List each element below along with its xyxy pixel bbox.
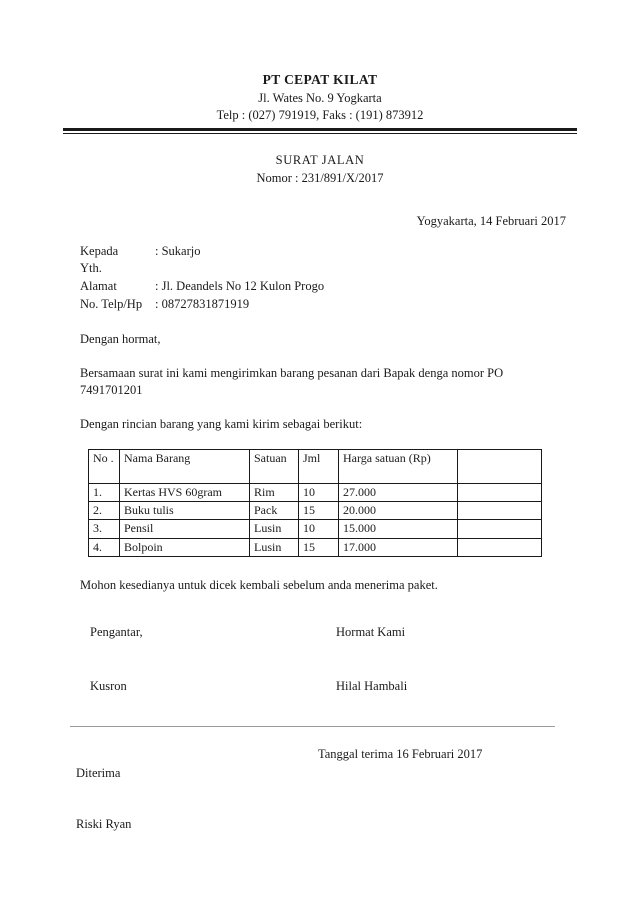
cell-price: 15.000 bbox=[339, 520, 458, 538]
receipt-date: Tanggal terima 16 Februari 2017 bbox=[318, 746, 483, 761]
cell-name: Pensil bbox=[120, 520, 250, 538]
salutation: Dengan hormat, bbox=[80, 331, 161, 346]
document-title: SURAT JALAN bbox=[275, 152, 365, 167]
cell-qty: 10 bbox=[299, 483, 339, 501]
cell-no: 2. bbox=[89, 501, 120, 519]
divider-thick-line bbox=[63, 128, 577, 131]
cell-blank bbox=[458, 483, 542, 501]
cell-qty: 10 bbox=[299, 520, 339, 538]
items-table-wrapper bbox=[0, 449, 640, 557]
recipient-value: : Sukarjo bbox=[155, 243, 201, 258]
table-intro-paragraph: Dengan rincian barang yang kami kirim sebagai berikut: bbox=[80, 417, 363, 432]
document-title-block bbox=[0, 153, 640, 186]
sender-name: Kusron bbox=[90, 678, 127, 693]
signature-names-row bbox=[90, 679, 640, 694]
recipient-row bbox=[80, 278, 640, 296]
recipient-value: : Jl. Deandels No 12 Kulon Progo bbox=[155, 279, 325, 293]
signature-titles-row bbox=[90, 625, 640, 640]
recipient-value: : 08727831871919 bbox=[155, 296, 250, 311]
receipt-label: Diterima bbox=[76, 765, 121, 780]
recipient-row bbox=[80, 296, 640, 314]
receiver-name: Riski Ryan bbox=[76, 816, 132, 831]
company-name: PT CEPAT KILAT bbox=[262, 72, 378, 87]
cell-no: 3. bbox=[89, 520, 120, 538]
section-divider bbox=[70, 726, 555, 727]
header-no: No . bbox=[89, 449, 120, 483]
cell-blank bbox=[458, 501, 542, 519]
company-address: Jl. Wates No. 9 Yogkarta bbox=[258, 91, 382, 105]
company-phone: Telp : (027) 791919, Faks : (191) 873912 bbox=[216, 108, 424, 122]
recipient-label: No. Telp/Hp bbox=[80, 296, 143, 311]
cell-price: 17.000 bbox=[339, 538, 458, 556]
company-title: Hormat Kami bbox=[336, 624, 406, 639]
cell-unit: Lusin bbox=[250, 538, 299, 556]
recipient-block bbox=[0, 243, 640, 314]
company-signer-name: Hilal Hambali bbox=[336, 678, 408, 693]
items-table bbox=[88, 449, 542, 557]
table-row bbox=[89, 520, 542, 538]
table-row bbox=[89, 483, 542, 501]
cell-price: 20.000 bbox=[339, 501, 458, 519]
cell-unit: Lusin bbox=[250, 520, 299, 538]
recipient-label: Alamat bbox=[80, 279, 117, 293]
table-row bbox=[89, 501, 542, 519]
divider-thin-line bbox=[63, 133, 577, 134]
sender-title: Pengantar, bbox=[90, 624, 143, 639]
recipient-label: Yth. bbox=[80, 261, 102, 276]
place-and-date: Yogyakarta, 14 Februari 2017 bbox=[416, 213, 566, 228]
header-qty: Jml bbox=[299, 449, 339, 483]
header-name: Nama Barang bbox=[120, 449, 250, 483]
header-price: Harga satuan (Rp) bbox=[339, 449, 458, 483]
cell-name: Buku tulis bbox=[120, 501, 250, 519]
document-number: Nomor : 231/891/X/2017 bbox=[256, 170, 384, 185]
header-unit: Satuan bbox=[250, 449, 299, 483]
cell-name: Bolpoin bbox=[120, 538, 250, 556]
cell-qty: 15 bbox=[299, 501, 339, 519]
cell-unit: Rim bbox=[250, 483, 299, 501]
cell-no: 1. bbox=[89, 483, 120, 501]
table-header-row bbox=[89, 449, 542, 483]
header-blank bbox=[458, 449, 542, 483]
recipient-label: Kepada bbox=[80, 243, 119, 258]
letterhead-divider bbox=[63, 128, 577, 134]
intro-paragraph: Bersamaan surat ini kami mengirimkan barang pesanan dari Bapak denga nomor PO 7491701201 bbox=[80, 365, 504, 397]
cell-no: 4. bbox=[89, 538, 120, 556]
cell-qty: 15 bbox=[299, 538, 339, 556]
letterhead bbox=[0, 0, 640, 123]
signature-block bbox=[0, 625, 640, 694]
receipt-block bbox=[0, 747, 640, 832]
cell-blank bbox=[458, 538, 542, 556]
cell-unit: Pack bbox=[250, 501, 299, 519]
cell-name: Kertas HVS 60gram bbox=[120, 483, 250, 501]
recipient-row bbox=[80, 243, 640, 261]
cell-blank bbox=[458, 520, 542, 538]
body-text bbox=[0, 331, 640, 434]
closing-note: Mohon kesedianya untuk dicek kembali sebelum anda menerima paket. bbox=[80, 577, 438, 592]
table-row bbox=[89, 538, 542, 556]
recipient-row bbox=[80, 260, 640, 278]
cell-price: 27.000 bbox=[339, 483, 458, 501]
